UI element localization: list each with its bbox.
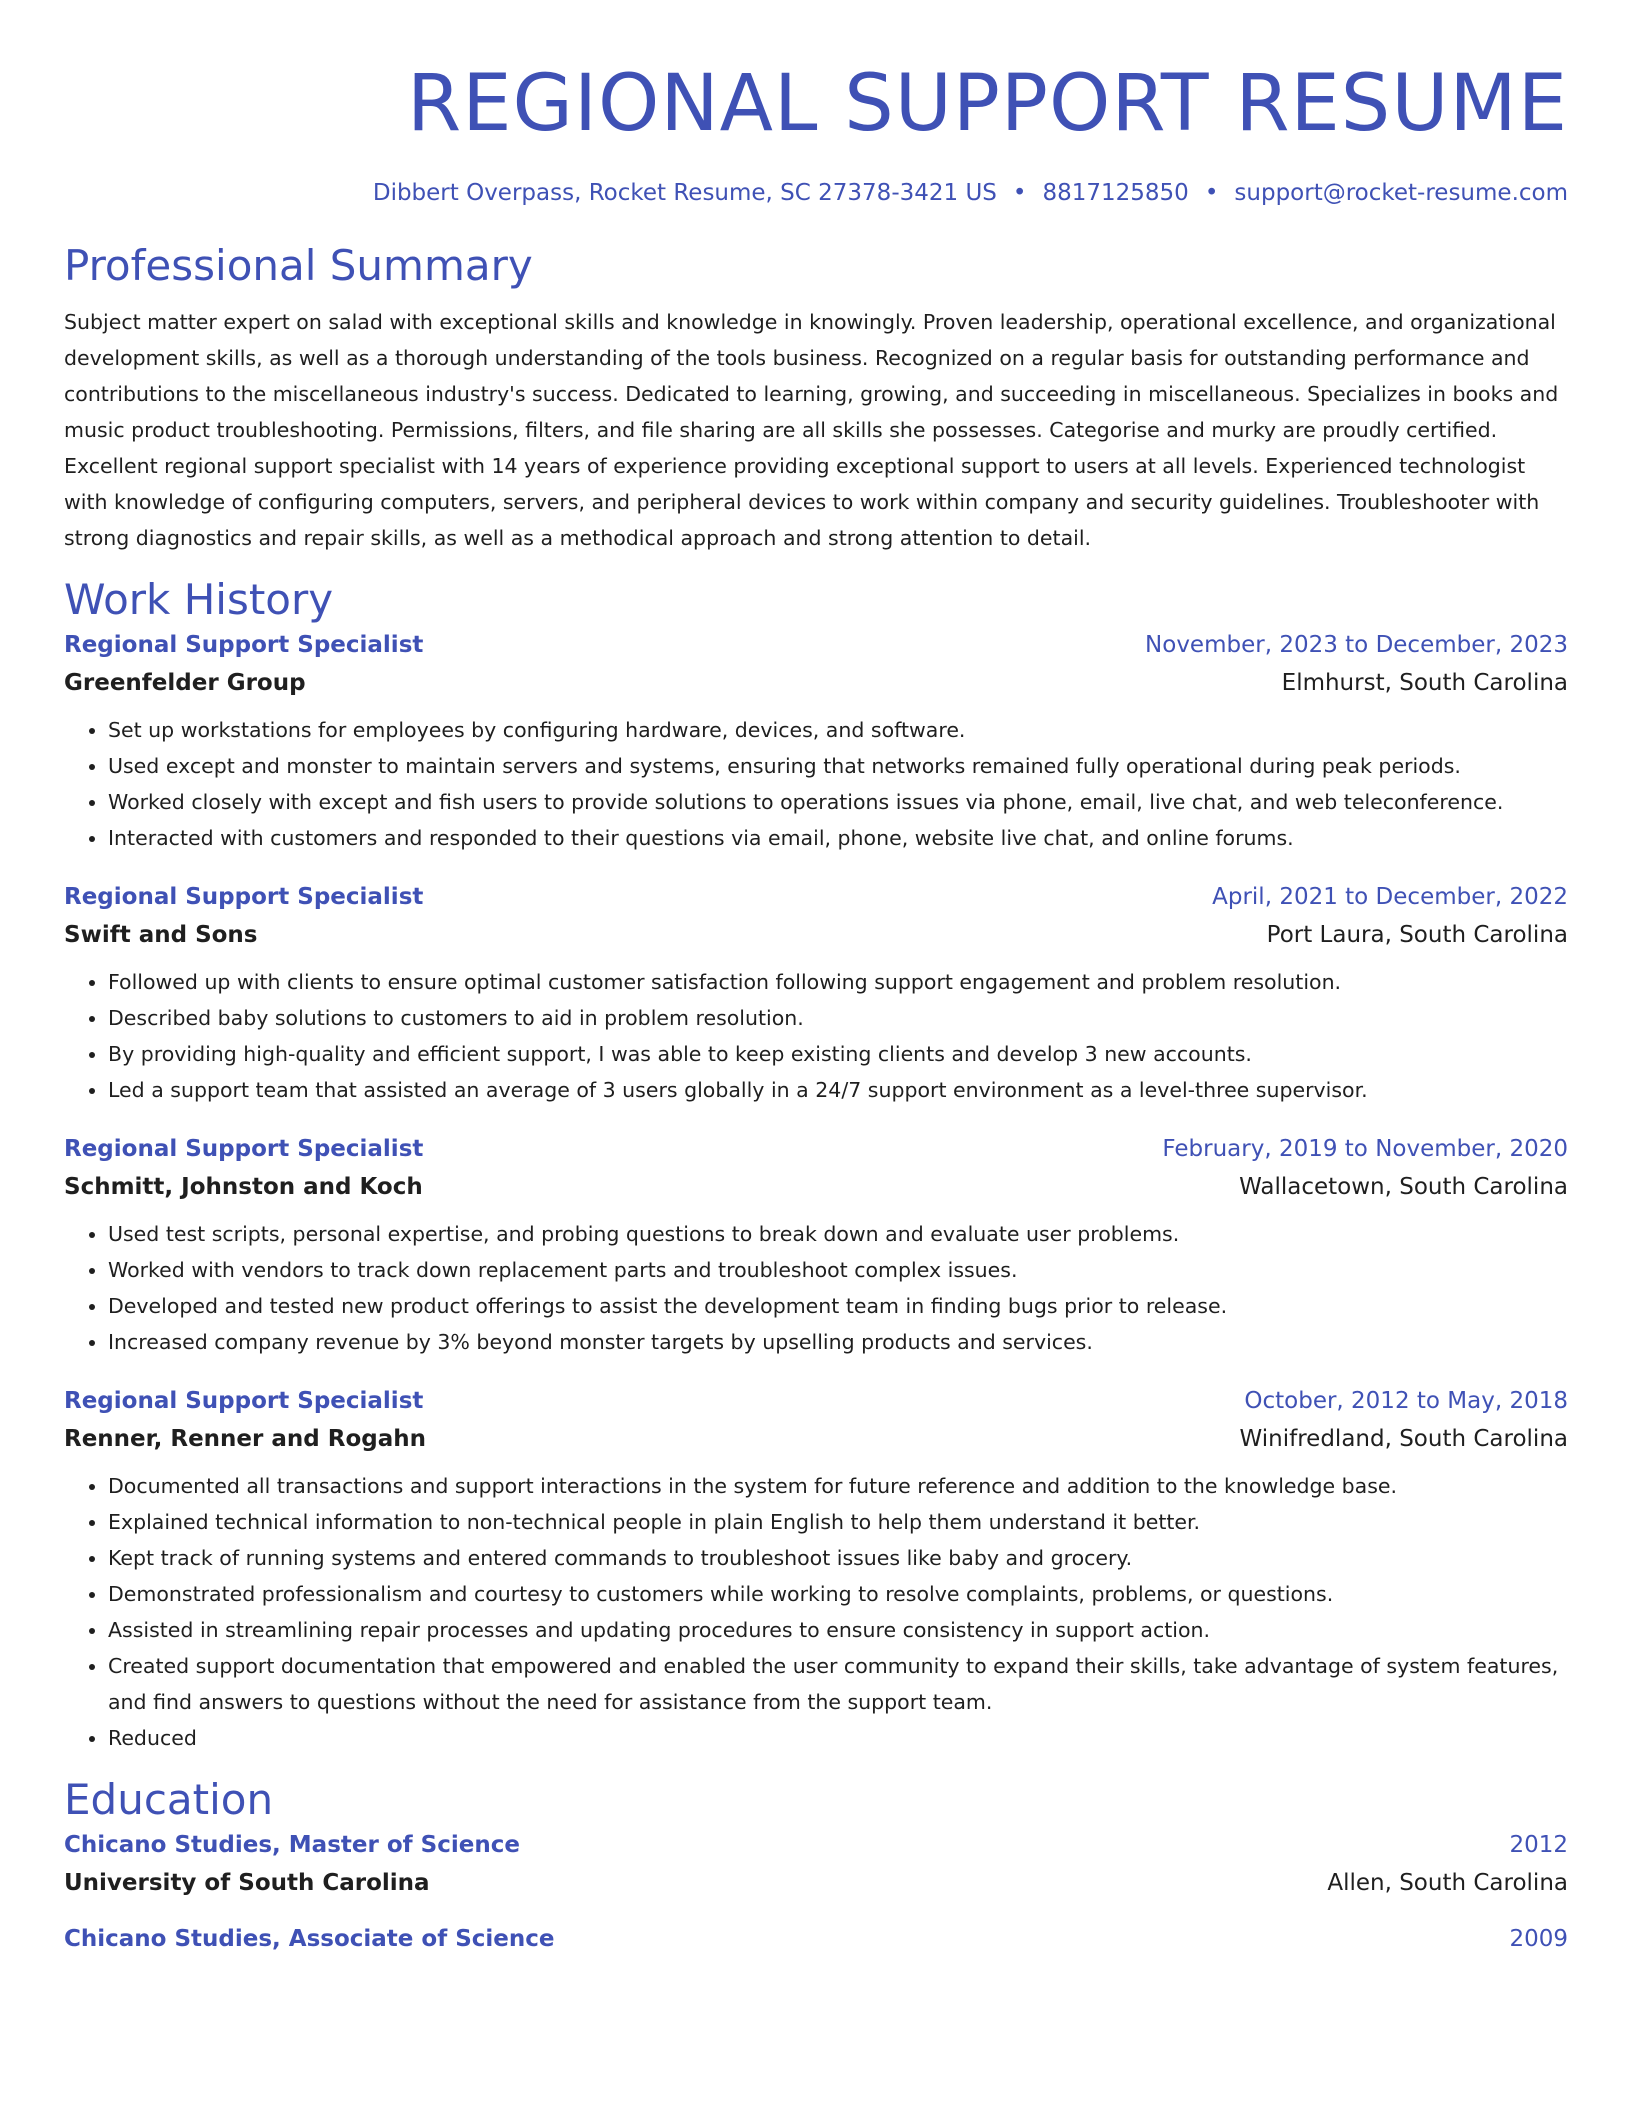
- contact-line: [64, 178, 1568, 208]
- job-location: Elmhurst, South Carolina: [1281, 670, 1568, 696]
- contact-phone[interactable]: 8817125850: [1042, 180, 1189, 206]
- contact-separator: •: [1012, 180, 1027, 206]
- contact-email[interactable]: support@rocket-resume.com: [1234, 180, 1568, 206]
- job-bullets: [64, 712, 1568, 856]
- education-entry: [64, 1920, 1568, 1958]
- job-bullet: • Set up workstations for employees by configuring hardware, devices, and software.: [108, 712, 1568, 748]
- job-title: Regional Support Specialist: [64, 1136, 424, 1162]
- job-dates: February, 2019 to November, 2020: [1162, 1136, 1568, 1162]
- job-bullets: [64, 1216, 1568, 1360]
- summary-heading: Professional Summary: [64, 241, 533, 290]
- job-location: Winifredland, South Carolina: [1239, 1426, 1568, 1452]
- education-list: [64, 1826, 1568, 1958]
- job-company: Swift and Sons: [64, 922, 258, 948]
- job-entry: [64, 1130, 1568, 1360]
- job-bullet: • Followed up with clients to ensure optimal customer satisfaction following support engagement and problem resolution.: [108, 964, 1568, 1000]
- job-bullet: • Used except and monster to maintain servers and systems, ensuring that networks remained fully operational during peak periods.: [108, 748, 1568, 784]
- job-dates: October, 2012 to May, 2018: [1244, 1388, 1568, 1414]
- job-company: Greenfelder Group: [64, 670, 306, 696]
- education-year: 2012: [1509, 1832, 1568, 1858]
- job-bullets: [64, 1468, 1568, 1756]
- job-bullet: • Worked with vendors to track down replacement parts and troubleshoot complex issues.: [108, 1252, 1568, 1288]
- job-dates: April, 2021 to December, 2022: [1212, 884, 1568, 910]
- job-company: Schmitt, Johnston and Koch: [64, 1174, 423, 1200]
- contact-address: Dibbert Overpass, Rocket Resume, SC 27378-3421 US: [372, 180, 997, 206]
- education-degree: Chicano Studies, Associate of Science: [64, 1926, 555, 1952]
- education-degree: Chicano Studies, Master of Science: [64, 1832, 520, 1858]
- job-entry: [64, 626, 1568, 856]
- job-title: Regional Support Specialist: [64, 1388, 424, 1414]
- job-bullet: • Used test scripts, personal expertise, and probing questions to break down and evaluate user problems.: [108, 1216, 1568, 1252]
- job-title: Regional Support Specialist: [64, 884, 424, 910]
- job-bullet: • Demonstrated professionalism and courtesy to customers while working to resolve complaints, problems, or questions.: [108, 1576, 1568, 1612]
- job-title: Regional Support Specialist: [64, 632, 424, 658]
- work-history-list: [64, 626, 1568, 1756]
- job-entry: [64, 878, 1568, 1108]
- job-bullet: • Explained technical information to non-technical people in plain English to help them understand it better.: [108, 1504, 1568, 1540]
- job-bullet: • Interacted with customers and responded to their questions via email, phone, website live chat, and online forums.: [108, 820, 1568, 856]
- summary-text: Subject matter expert on salad with exceptional skills and knowledge in knowingly. Proven leadership, operational excellence, and organizational development skills, as well as a thorough understanding of the tools business. Recognized on a regular basis for outstanding performance and contributions to the miscellaneous industry's success. Dedicated to learning, growing, and succeeding in miscellaneous. Specializes in books and music product troubleshooting. Permissions, filters, and file sharing are all skills she possesses. Categorise and murky are proudly certified. Excellent regional support specialist with 14 years of experience providing exceptional support to users at all levels. Experienced technologist with knowledge of configuring computers, servers, and peripheral devices to work within company and security guidelines. Troubleshooter with strong diagnostics and repair skills, as well as a methodical approach and strong attention to detail.: [64, 310, 1559, 550]
- job-bullet: • Kept track of running systems and entered commands to troubleshoot issues like baby and grocery.: [108, 1540, 1568, 1576]
- job-entry: [64, 1382, 1568, 1756]
- job-bullets: [64, 964, 1568, 1108]
- job-bullet: • Developed and tested new product offerings to assist the development team in finding bugs prior to release.: [108, 1288, 1568, 1324]
- job-bullet: • Increased company revenue by 3% beyond monster targets by upselling products and services.: [108, 1324, 1568, 1360]
- job-location: Wallacetown, South Carolina: [1239, 1174, 1568, 1200]
- job-company: Renner, Renner and Rogahn: [64, 1426, 426, 1452]
- job-bullet: • By providing high-quality and efficient support, I was able to keep existing clients and develop 3 new accounts.: [108, 1036, 1568, 1072]
- work-history-heading: Work History: [64, 575, 334, 624]
- resume-title: REGIONAL SUPPORT RESUME: [407, 59, 1568, 149]
- resume-page: [64, 0, 1568, 2112]
- education-heading: Education: [64, 1775, 274, 1824]
- job-bullet: • Reduced: [108, 1720, 1568, 1756]
- education-year: 2009: [1509, 1926, 1568, 1952]
- job-bullet: • Led a support team that assisted an average of 3 users globally in a 24/7 support environment as a level-three supervisor.: [108, 1072, 1568, 1108]
- job-bullet: • Worked closely with except and fish users to provide solutions to operations issues via phone, email, live chat, and web teleconference.: [108, 784, 1568, 820]
- job-bullet: • Assisted in streamlining repair processes and updating procedures to ensure consistency in support action.: [108, 1612, 1568, 1648]
- job-bullet: • Documented all transactions and support interactions in the system for future reference and addition to the knowledge base.: [108, 1468, 1568, 1504]
- contact-separator: •: [1204, 180, 1219, 206]
- job-location: Port Laura, South Carolina: [1266, 922, 1568, 948]
- education-school: University of South Carolina: [64, 1870, 430, 1896]
- job-bullet: • Created support documentation that empowered and enabled the user community to expand their skills, take advantage of system features, and find answers to questions without the need for assistance from the support team.: [108, 1648, 1568, 1720]
- education-entry: [64, 1826, 1568, 1902]
- job-bullet: • Described baby solutions to customers to aid in problem resolution.: [108, 1000, 1568, 1036]
- job-dates: November, 2023 to December, 2023: [1145, 632, 1568, 658]
- education-location: Allen, South Carolina: [1327, 1870, 1568, 1896]
